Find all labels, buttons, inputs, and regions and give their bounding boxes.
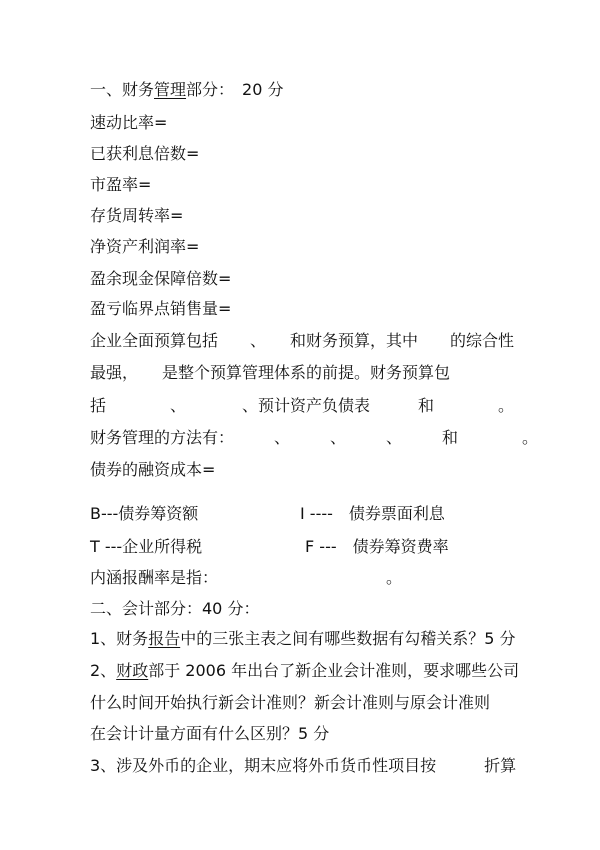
heading-text: 一、财务 xyxy=(90,80,155,99)
formula-inventory-turnover: 存货周转率= xyxy=(90,206,184,225)
budget-question-line-3: 括 、 、预计资产负债表 和 。 xyxy=(90,396,515,415)
q2-prefix: 2、 xyxy=(90,661,117,680)
formula-pe-ratio: 市盈率= xyxy=(90,175,152,194)
q1-suffix: 中的三张主表之间有哪些数据有勾稽关系？5 分 xyxy=(180,629,516,648)
accounting-question-2-line-3: 在会计计量方面有什么区别？5 分 xyxy=(90,724,330,743)
accounting-question-2-line-2: 什么时间开始执行新会计准则？新会计准则与原会计准则 xyxy=(90,693,491,712)
bond-cost-formula: 债券的融资成本= xyxy=(90,460,216,479)
q1-underlined: 报告 xyxy=(148,629,181,648)
legend-i: I ---- 债券票面利息 xyxy=(300,504,445,523)
q2-suffix: 部于 2006 年出台了新企业会计准则，要求哪些公司 xyxy=(148,661,520,680)
accounting-question-1 xyxy=(90,628,515,650)
heading-score: 部分： 20 分 xyxy=(186,80,284,99)
finance-methods-question: 财务管理的方法有： 、 、 、 和 。 xyxy=(90,428,539,447)
q1-prefix: 1、财务 xyxy=(90,629,149,648)
accounting-section-heading: 二、会计部分：40 分： xyxy=(90,599,260,618)
irr-question: 内涵报酬率是指： 。 xyxy=(90,568,403,587)
budget-question-line-2: 最强， 是整个预算管理体系的前提。财务预算包 xyxy=(90,363,451,382)
formula-interest-coverage: 已获利息倍数= xyxy=(90,144,200,163)
legend-b: B---债券筹资额 xyxy=(90,504,199,523)
heading-underlined-text: 管理 xyxy=(154,80,187,99)
formula-breakeven-volume: 盈亏临界点销售量= xyxy=(90,299,232,318)
legend-f: F --- 债券筹资费率 xyxy=(305,537,449,556)
finance-section-heading xyxy=(90,79,283,101)
budget-question-line-1: 企业全面预算包括 、 和财务预算，其中 的综合性 xyxy=(90,331,515,350)
formula-cash-coverage: 盈余现金保障倍数= xyxy=(90,269,232,288)
legend-t: T ---企业所得税 xyxy=(90,537,203,556)
q2-underlined: 财政 xyxy=(116,661,149,680)
formula-quick-ratio: 速动比率= xyxy=(90,113,168,132)
formula-net-asset-margin: 净资产利润率= xyxy=(90,237,200,256)
accounting-question-2-line-1 xyxy=(90,660,519,682)
accounting-question-3: 3、涉及外币的企业，期末应将外币货币性项目按 折算 xyxy=(90,756,517,775)
